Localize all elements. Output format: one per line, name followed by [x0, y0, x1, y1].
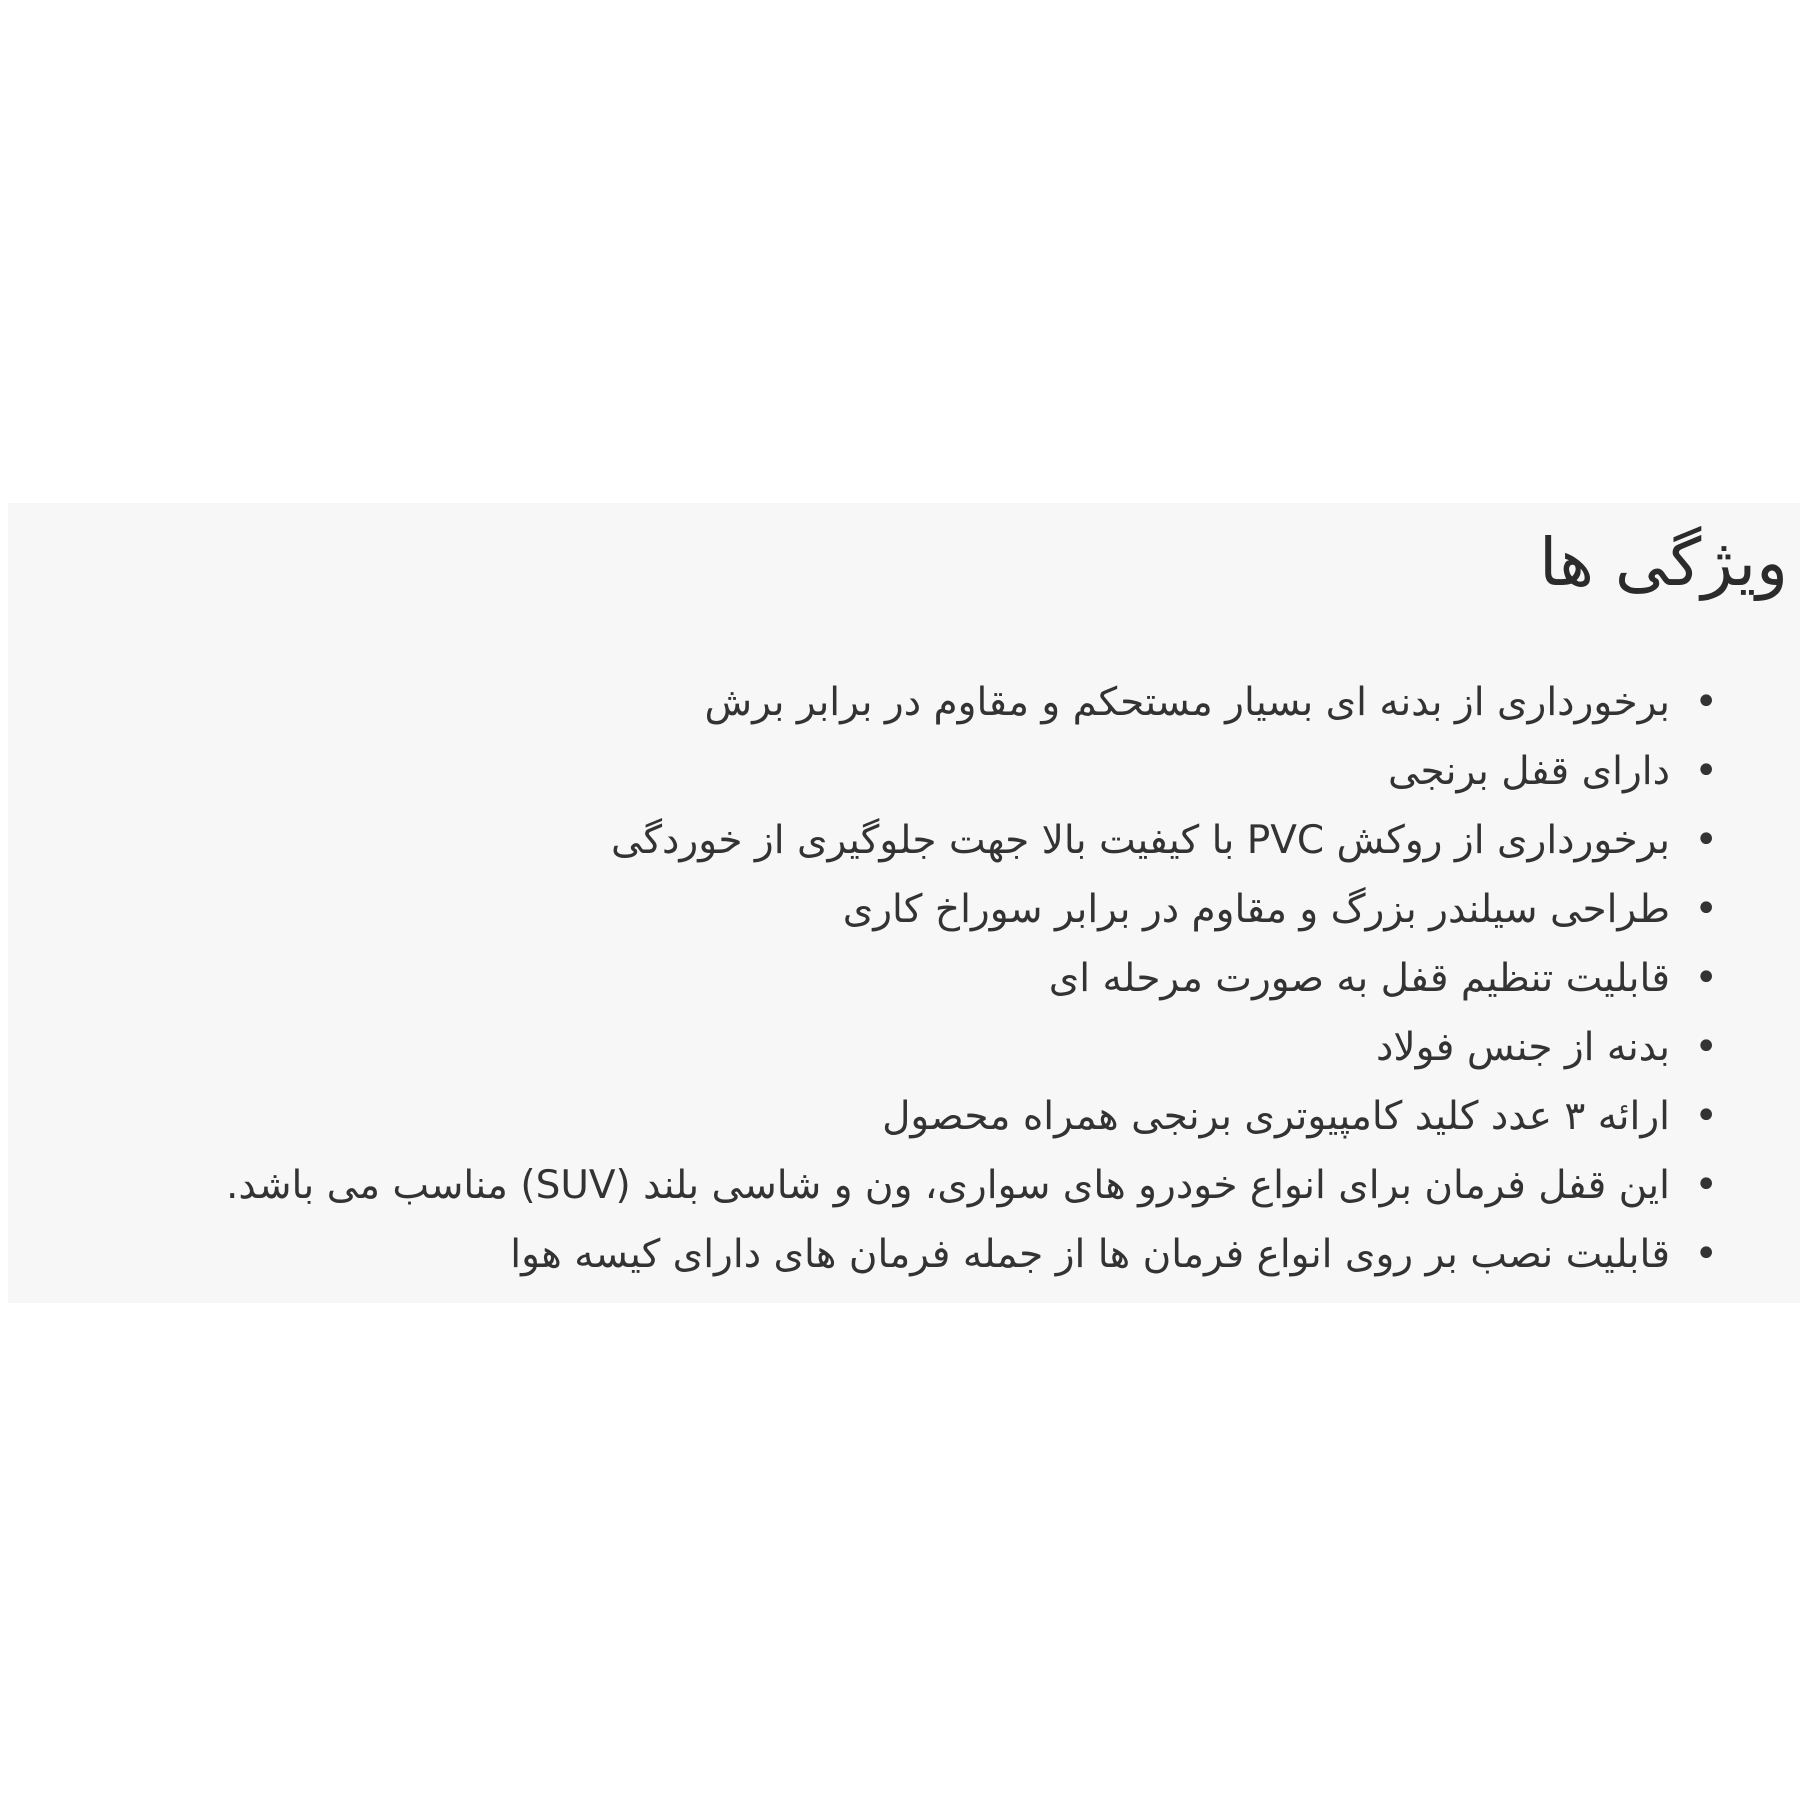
- list-item: [226, 944, 1718, 1013]
- list-item-text: قابلیت نصب بر روی انواع فرمان ها از جمله فرمان های دارای کیسه هوا: [510, 1232, 1670, 1277]
- list-item-text: دارای قفل برنجی: [1387, 749, 1670, 794]
- bullet-icon: •: [1694, 886, 1718, 932]
- list-item: [226, 1220, 1718, 1289]
- bullet-icon: •: [1694, 748, 1718, 794]
- list-item-text: ارائه ۳ عدد کلید کامپیوتری برنجی همراه محصول: [882, 1094, 1670, 1139]
- list-item: [226, 1013, 1718, 1082]
- list-item-text: این قفل فرمان برای انواع خودرو های سواری، ون و شاسی بلند (SUV) مناسب می باشد.: [225, 1163, 1670, 1208]
- list-item-text: برخورداری از روکش PVC با کیفیت بالا جهت جلوگیری از خوردگی: [610, 818, 1670, 863]
- bullet-icon: •: [1694, 1093, 1718, 1139]
- list-item: [225, 1151, 1718, 1220]
- list-item: [226, 737, 1718, 806]
- list-item: [226, 1082, 1718, 1151]
- list-item-text: طراحی سیلندر بزرگ و مقاوم در برابر سوراخ کاری: [842, 887, 1670, 932]
- list-item-text: بدنه از جنس فولاد: [1376, 1025, 1670, 1070]
- list-item: [226, 806, 1718, 875]
- list-item: [226, 668, 1718, 737]
- list-item: [226, 875, 1718, 944]
- bullet-icon: •: [1694, 1162, 1718, 1208]
- bullet-icon: •: [1694, 1024, 1718, 1070]
- bullet-icon: •: [1694, 817, 1718, 863]
- bullet-icon: •: [1694, 1231, 1718, 1277]
- list-item-text: قابلیت تنظیم قفل به صورت مرحله ای: [1048, 956, 1670, 1001]
- features-title: ویژگی ها: [1539, 524, 1788, 601]
- bullet-icon: •: [1694, 679, 1718, 725]
- features-panel: [8, 503, 1800, 1303]
- features-list: [225, 668, 1718, 1289]
- list-item-text: برخورداری از بدنه ای بسیار مستحکم و مقاوم در برابر برش: [704, 680, 1670, 725]
- bullet-icon: •: [1694, 955, 1718, 1001]
